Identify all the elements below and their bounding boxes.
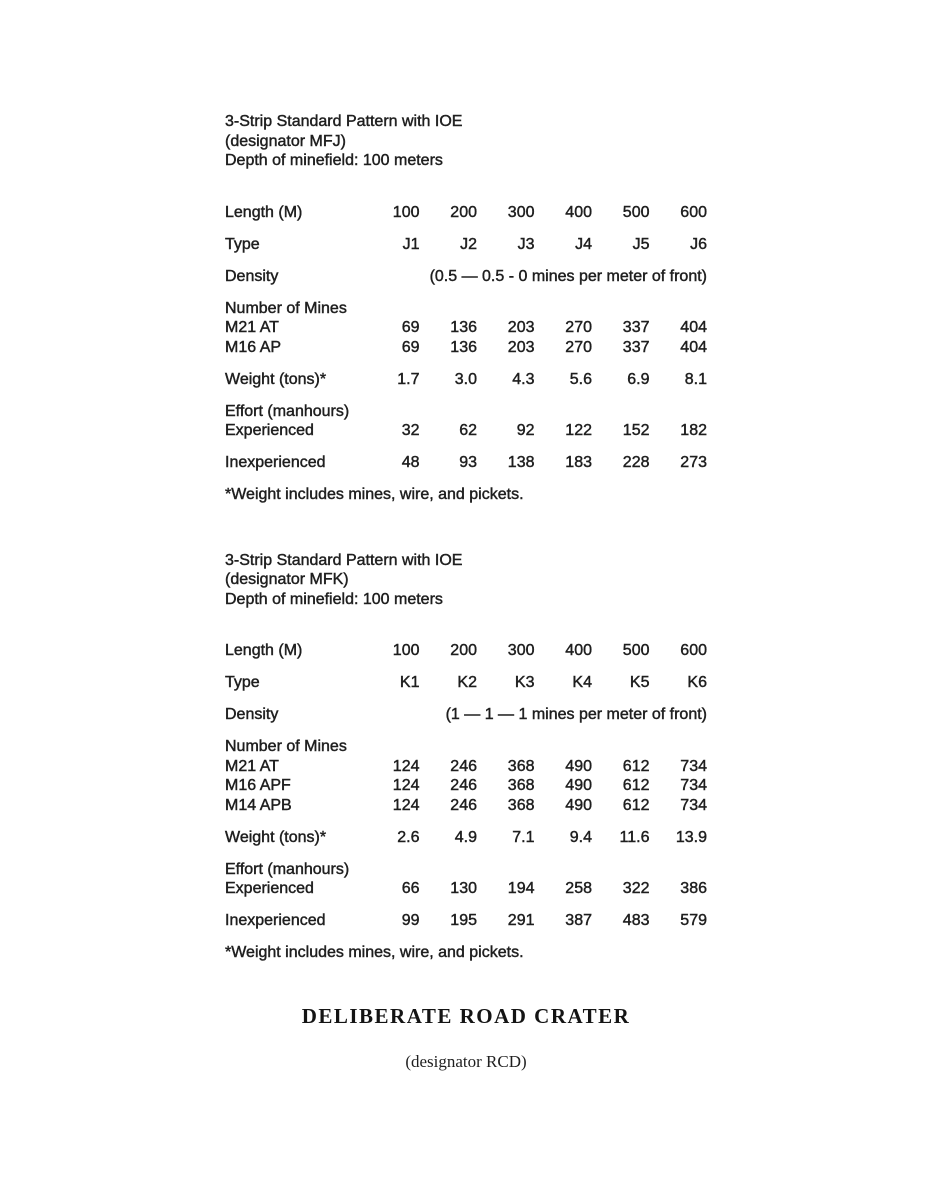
cell: 600	[680, 642, 707, 659]
cell: 291	[507, 912, 535, 929]
row-label: M16 AP	[225, 338, 282, 356]
footnote-text: *Weight includes mines, wire, and pickets.	[225, 486, 524, 503]
depth-line: Depth of minefield: 100 meters	[225, 152, 443, 169]
cell: 404	[680, 338, 707, 356]
cell: J4	[575, 235, 592, 253]
table-row-inexperienced	[225, 911, 707, 931]
cell: 11.6	[619, 828, 650, 846]
cell: 734	[680, 777, 707, 794]
cell: 32	[401, 422, 420, 439]
row-label: Weight (tons)*	[225, 370, 327, 388]
footnote-text: *Weight includes mines, wire, and pickets.	[225, 944, 524, 961]
cell: J2	[460, 235, 477, 253]
cell: 48	[401, 454, 420, 471]
cell: 200	[450, 203, 477, 221]
cell: 400	[565, 642, 592, 659]
row-label: M14 APB	[225, 796, 292, 814]
cell: 130	[450, 880, 477, 897]
row-label: Experienced	[225, 422, 314, 439]
cell: 579	[680, 912, 707, 929]
cell: 368	[507, 757, 535, 775]
cell: 136	[450, 338, 477, 356]
cell: 246	[450, 757, 477, 775]
cell: 483	[622, 912, 650, 929]
cell: 203	[507, 338, 535, 356]
cell: 337	[622, 319, 650, 336]
row-label: Length (M)	[225, 642, 303, 659]
cell: 200	[450, 642, 477, 659]
cell: 490	[565, 777, 592, 794]
cell: J6	[690, 235, 707, 253]
cell: 322	[622, 880, 650, 897]
row-label: Type	[225, 674, 260, 691]
row-label: M21 AT	[225, 319, 279, 336]
cell: 387	[565, 912, 592, 929]
row-label: Experienced	[225, 880, 314, 897]
cell: 93	[459, 454, 477, 471]
next-section-header	[225, 1005, 707, 1072]
cell: 152	[622, 422, 650, 439]
row-label: Density	[225, 267, 279, 285]
table-group-header-effort	[225, 402, 707, 422]
table-row-weight	[225, 370, 707, 390]
table-row-type	[225, 235, 707, 255]
table-row-mine	[225, 776, 707, 796]
cell: 183	[565, 454, 592, 471]
cell: 1.7	[397, 370, 420, 388]
cell: 6.9	[627, 370, 650, 388]
cell: 490	[565, 796, 592, 814]
row-label: Density	[225, 706, 279, 723]
cell: 2.6	[397, 828, 420, 846]
cell: 124	[392, 757, 420, 775]
row-label: M21 AT	[225, 757, 279, 775]
cell: 5.6	[569, 370, 592, 388]
cell: 386	[680, 880, 707, 897]
cell: 404	[680, 319, 707, 336]
table-row-weight	[225, 828, 707, 848]
section-designator: (designator RCD)	[405, 1051, 527, 1071]
cell: 300	[507, 203, 535, 221]
cell: 136	[450, 319, 477, 336]
cell: 368	[507, 777, 535, 794]
cell: 270	[565, 338, 592, 356]
table-row-inexperienced	[225, 453, 707, 473]
table-group-header-mines	[225, 299, 707, 319]
group-header-label: Effort (manhours)	[225, 860, 350, 878]
table-group-header-effort	[225, 860, 707, 880]
density-value: (0.5 — 0.5 - 0 mines per meter of front)	[429, 267, 707, 285]
cell: K1	[399, 674, 420, 691]
cell: 368	[507, 796, 535, 814]
cell: K3	[514, 674, 535, 691]
cell: J1	[402, 235, 420, 253]
row-label: M16 APF	[225, 777, 291, 794]
cell: 9.4	[569, 828, 592, 846]
cell: 273	[680, 454, 707, 471]
designator-line: (designator MFK)	[225, 571, 349, 588]
table-row-experienced	[225, 879, 707, 899]
cell: 246	[450, 796, 477, 814]
cell: 100	[392, 203, 420, 221]
cell: 300	[507, 642, 535, 659]
cell: 258	[565, 880, 592, 897]
cell: 734	[680, 796, 707, 814]
cell: 203	[507, 319, 535, 336]
cell: J3	[517, 235, 535, 253]
table-footnote	[225, 485, 707, 505]
cell: 99	[401, 912, 420, 929]
cell: 195	[450, 912, 477, 929]
table-row-mine	[225, 318, 707, 338]
designator-line: (designator MFJ)	[225, 132, 346, 150]
cell: 612	[622, 777, 650, 794]
table-row-density	[225, 705, 707, 725]
table-row-mine	[225, 338, 707, 358]
table-row-mine	[225, 757, 707, 777]
table-row-length	[225, 641, 707, 661]
table-footnote	[225, 943, 707, 963]
cell: 66	[401, 880, 420, 897]
cell: K2	[457, 674, 477, 691]
cell: 194	[507, 880, 535, 897]
cell: J5	[632, 235, 650, 253]
cell: 400	[565, 203, 592, 221]
table-row-mine	[225, 796, 707, 816]
table-group-header-mines	[225, 737, 707, 757]
depth-line: Depth of minefield: 100 meters	[225, 590, 443, 608]
cell: 270	[565, 319, 592, 336]
cell: 8.1	[684, 370, 707, 388]
group-header-label: Number of Mines	[225, 299, 347, 317]
cell: 7.1	[512, 828, 535, 846]
cell: 600	[680, 203, 707, 221]
cell: 92	[516, 422, 535, 439]
cell: 69	[401, 319, 420, 336]
density-value: (1 — 1 — 1 mines per meter of front)	[445, 706, 707, 723]
cell: 337	[622, 338, 650, 356]
row-label: Length (M)	[225, 203, 303, 221]
cell: 3.0	[454, 370, 477, 388]
group-header-label: Number of Mines	[225, 738, 347, 755]
section-title	[225, 112, 707, 171]
cell: 246	[450, 777, 477, 794]
table-row-type	[225, 673, 707, 693]
cell: 100	[392, 642, 420, 659]
cell: 124	[392, 796, 420, 814]
table-row-experienced	[225, 421, 707, 441]
row-label: Inexperienced	[225, 912, 326, 929]
cell: 62	[459, 422, 477, 439]
cell: 4.9	[454, 828, 477, 846]
cell: 138	[507, 454, 535, 471]
cell: 4.3	[512, 370, 535, 388]
cell: 122	[565, 422, 592, 439]
group-header-label: Effort (manhours)	[225, 402, 350, 420]
cell: 228	[622, 454, 650, 471]
row-label: Type	[225, 235, 260, 253]
title-line: 3-Strip Standard Pattern with IOE	[225, 113, 463, 130]
cell: 490	[565, 757, 592, 775]
cell: 500	[622, 642, 650, 659]
minefield-table-mfj	[225, 112, 707, 505]
row-label: Weight (tons)*	[225, 828, 327, 846]
cell: 69	[401, 338, 420, 356]
cell: K5	[629, 674, 650, 691]
cell: K6	[687, 674, 707, 691]
row-label: Inexperienced	[225, 454, 326, 471]
cell: 500	[622, 203, 650, 221]
table-row-density	[225, 267, 707, 287]
section-heading: DELIBERATE ROAD CRATER	[301, 1003, 631, 1028]
cell: 124	[392, 777, 420, 794]
cell: 182	[680, 422, 707, 439]
cell: 612	[622, 796, 650, 814]
cell: 612	[622, 757, 650, 775]
title-line: 3-Strip Standard Pattern with IOE	[225, 551, 463, 569]
minefield-table-mfk	[225, 551, 707, 963]
cell: K4	[572, 674, 592, 691]
cell: 13.9	[675, 828, 707, 846]
section-title	[225, 551, 707, 610]
cell: 734	[680, 757, 707, 775]
table-row-length	[225, 203, 707, 223]
